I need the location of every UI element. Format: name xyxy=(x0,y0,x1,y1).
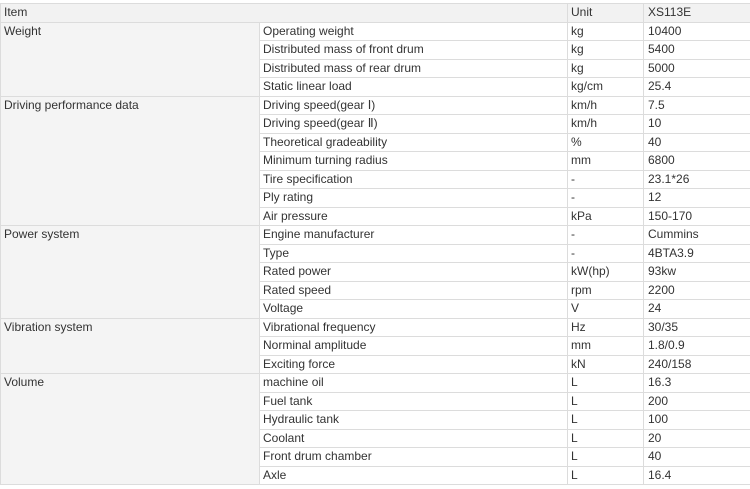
unit-cell: L xyxy=(568,374,644,393)
category-cell: Volume xyxy=(1,374,260,485)
unit-cell: L xyxy=(568,466,644,485)
spec-table xyxy=(0,3,750,485)
value-cell: 7.5 xyxy=(644,96,750,115)
value-cell: 6800 xyxy=(644,152,750,171)
value-cell: 100 xyxy=(644,411,750,430)
value-cell: 24 xyxy=(644,300,750,319)
table-row xyxy=(1,318,750,337)
table-row xyxy=(1,22,750,41)
unit-cell: kg xyxy=(568,22,644,41)
param-cell: Distributed mass of rear drum xyxy=(260,59,568,78)
table-row xyxy=(1,96,750,115)
param-cell: Ply rating xyxy=(260,189,568,208)
unit-cell: - xyxy=(568,170,644,189)
param-cell: Engine manufacturer xyxy=(260,226,568,245)
param-cell: Norminal amplitude xyxy=(260,337,568,356)
param-cell: Static linear load xyxy=(260,78,568,97)
value-cell: 2200 xyxy=(644,281,750,300)
value-cell: 10 xyxy=(644,115,750,134)
unit-cell: - xyxy=(568,226,644,245)
category-cell: Driving performance data xyxy=(1,96,260,226)
value-cell: 4BTA3.9 xyxy=(644,244,750,263)
value-cell: 5000 xyxy=(644,59,750,78)
category-cell: Weight xyxy=(1,22,260,96)
unit-cell: kg xyxy=(568,41,644,60)
header-model: XS113E xyxy=(644,4,750,23)
param-cell: Type xyxy=(260,244,568,263)
unit-cell: - xyxy=(568,189,644,208)
param-cell: Minimum turning radius xyxy=(260,152,568,171)
value-cell: 30/35 xyxy=(644,318,750,337)
value-cell: 200 xyxy=(644,392,750,411)
value-cell: 150-170 xyxy=(644,207,750,226)
param-cell: machine oil xyxy=(260,374,568,393)
value-cell: 23.1*26 xyxy=(644,170,750,189)
header-unit: Unit xyxy=(568,4,644,23)
value-cell: 1.8/0.9 xyxy=(644,337,750,356)
table-row xyxy=(1,374,750,393)
unit-cell: Hz xyxy=(568,318,644,337)
param-cell: Tire specification xyxy=(260,170,568,189)
value-cell: 25.4 xyxy=(644,78,750,97)
unit-cell: km/h xyxy=(568,96,644,115)
spec-table-body xyxy=(1,4,750,485)
category-cell: Vibration system xyxy=(1,318,260,374)
param-cell: Air pressure xyxy=(260,207,568,226)
unit-cell: kW(hp) xyxy=(568,263,644,282)
param-cell: Driving speed(gear Ⅱ) xyxy=(260,115,568,134)
unit-cell: - xyxy=(568,244,644,263)
unit-cell: kg xyxy=(568,59,644,78)
unit-cell: kPa xyxy=(568,207,644,226)
value-cell: 40 xyxy=(644,133,750,152)
unit-cell: L xyxy=(568,448,644,467)
table-row xyxy=(1,226,750,245)
value-cell: 20 xyxy=(644,429,750,448)
unit-cell: L xyxy=(568,392,644,411)
param-cell: Axle xyxy=(260,466,568,485)
unit-cell: km/h xyxy=(568,115,644,134)
unit-cell: mm xyxy=(568,152,644,171)
value-cell: 12 xyxy=(644,189,750,208)
unit-cell: L xyxy=(568,429,644,448)
value-cell: 16.4 xyxy=(644,466,750,485)
param-cell: Exciting force xyxy=(260,355,568,374)
param-cell: Hydraulic tank xyxy=(260,411,568,430)
header-row xyxy=(1,4,750,23)
param-cell: Vibrational frequency xyxy=(260,318,568,337)
param-cell: Rated power xyxy=(260,263,568,282)
header-item: Item xyxy=(1,4,568,23)
unit-cell: % xyxy=(568,133,644,152)
param-cell: Voltage xyxy=(260,300,568,319)
category-cell: Power system xyxy=(1,226,260,319)
param-cell: Fuel tank xyxy=(260,392,568,411)
unit-cell: rpm xyxy=(568,281,644,300)
value-cell: Cummins xyxy=(644,226,750,245)
value-cell: 16.3 xyxy=(644,374,750,393)
unit-cell: mm xyxy=(568,337,644,356)
param-cell: Driving speed(gear Ⅰ) xyxy=(260,96,568,115)
unit-cell: kN xyxy=(568,355,644,374)
value-cell: 5400 xyxy=(644,41,750,60)
param-cell: Operating weight xyxy=(260,22,568,41)
param-cell: Distributed mass of front drum xyxy=(260,41,568,60)
unit-cell: L xyxy=(568,411,644,430)
param-cell: Theoretical gradeability xyxy=(260,133,568,152)
value-cell: 93kw xyxy=(644,263,750,282)
value-cell: 240/158 xyxy=(644,355,750,374)
param-cell: Front drum chamber xyxy=(260,448,568,467)
param-cell: Coolant xyxy=(260,429,568,448)
unit-cell: V xyxy=(568,300,644,319)
value-cell: 40 xyxy=(644,448,750,467)
param-cell: Rated speed xyxy=(260,281,568,300)
value-cell: 10400 xyxy=(644,22,750,41)
unit-cell: kg/cm xyxy=(568,78,644,97)
